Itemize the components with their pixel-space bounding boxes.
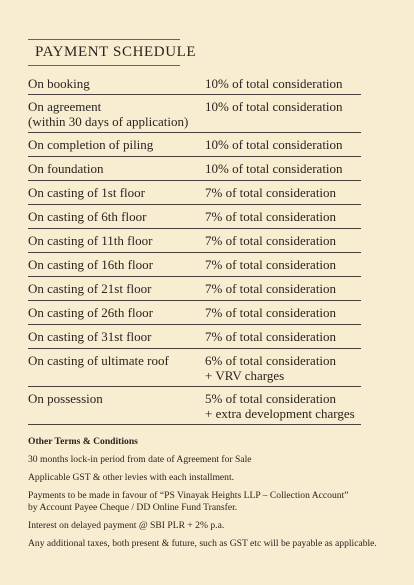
schedule-stage: On booking xyxy=(28,76,90,91)
schedule-payment: 7% of total consideration xyxy=(205,329,337,344)
schedule-stage: On casting of 11th floor xyxy=(28,233,153,248)
schedule-stage: On foundation xyxy=(28,161,104,176)
schedule-payment: 7% of total consideration xyxy=(205,233,337,248)
schedule-row xyxy=(28,229,361,253)
schedule-payment: 10% of total consideration xyxy=(205,137,343,152)
terms-item: 30 months lock-in period from date of Agreement for Sale xyxy=(28,454,252,465)
schedule-stage: On casting of 1st floor xyxy=(28,185,145,200)
terms-item: Payments to be made in favour of “PS Vinayak Heights LLP – Collection Account” by Account Payee Cheque / DD Online Fund Transfer. xyxy=(28,490,349,513)
schedule-payment: 7% of total consideration xyxy=(205,257,337,272)
schedule-stage: On casting of 6th floor xyxy=(28,209,147,224)
title-bottom-rule xyxy=(28,65,180,66)
schedule-payment: 7% of total consideration xyxy=(205,185,337,200)
payment-schedule-title xyxy=(28,39,197,66)
schedule-stage: On completion of piling xyxy=(28,137,154,152)
schedule-row xyxy=(28,325,361,349)
terms-item: Applicable GST & other levies with each installment. xyxy=(28,472,235,483)
schedule-stage: On possession xyxy=(28,391,103,406)
payment-schedule-table xyxy=(28,72,361,425)
schedule-payment: 10% of total consideration xyxy=(205,161,343,176)
schedule-row xyxy=(28,301,361,325)
schedule-payment: 7% of total consideration xyxy=(205,305,337,320)
schedule-stage: On casting of ultimate roof xyxy=(28,353,169,368)
schedule-row xyxy=(28,205,361,229)
schedule-payment: 7% of total consideration xyxy=(205,209,337,224)
schedule-payment: 6% of total consideration + VRV charges xyxy=(205,353,337,383)
schedule-row xyxy=(28,387,361,425)
schedule-payment: 10% of total consideration xyxy=(205,76,343,91)
schedule-row xyxy=(28,277,361,301)
schedule-row xyxy=(28,253,361,277)
terms-item: Any additional taxes, both present & future, such as GST etc will be payable as applicable. xyxy=(28,538,377,549)
schedule-row xyxy=(28,133,361,157)
schedule-stage: On agreement (within 30 days of application) xyxy=(28,99,189,129)
terms-section xyxy=(28,436,398,556)
schedule-stage: On casting of 21st floor xyxy=(28,281,152,296)
terms-heading: Other Terms & Conditions xyxy=(28,436,138,447)
terms-list xyxy=(28,454,398,550)
schedule-row xyxy=(28,157,361,181)
schedule-payment: 7% of total consideration xyxy=(205,281,337,296)
page-title: PAYMENT SCHEDULE xyxy=(35,44,197,60)
schedule-row xyxy=(28,181,361,205)
schedule-stage: On casting of 31st floor xyxy=(28,329,152,344)
schedule-stage: On casting of 26th floor xyxy=(28,305,153,320)
schedule-row xyxy=(28,95,361,133)
schedule-row xyxy=(28,349,361,387)
terms-item: Interest on delayed payment @ SBI PLR + 2% p.a. xyxy=(28,520,225,531)
schedule-stage: On casting of 16th floor xyxy=(28,257,153,272)
schedule-payment: 10% of total consideration xyxy=(205,99,343,114)
schedule-row xyxy=(28,72,361,95)
schedule-payment: 5% of total consideration + extra development charges xyxy=(205,391,355,421)
